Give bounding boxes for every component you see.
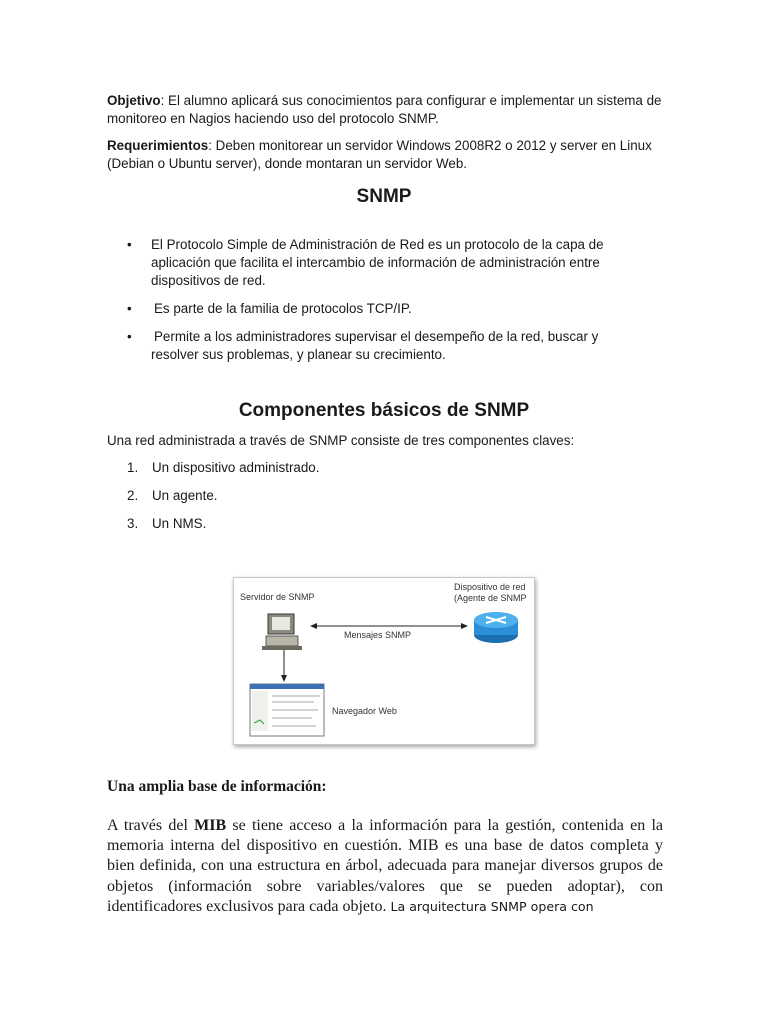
list-text: Un dispositivo administrado. (152, 460, 320, 475)
bullet-text: Permite a los administradores supervisar el desempeño de la red, buscar y resolver sus problemas, y planear su crecimiento. (151, 329, 599, 362)
down-arrow-icon (281, 650, 287, 682)
list-item (107, 300, 627, 318)
components-list (107, 459, 319, 543)
snmp-heading: SNMP (356, 186, 412, 207)
device-label-line1: Dispositivo de red (454, 582, 526, 592)
components-heading: Componentes básicos de SNMP (238, 400, 530, 421)
web-browser-screenshot (250, 684, 324, 736)
snmp-bullet-list (107, 236, 627, 374)
mib-text-after: se tiene acceso a la información para la gestión, contenida en la memoria interna del dispositivo en cuestión. MIB es una base de datos completa y bien definida, con una estructura en árbol, adecuada para manejar diversos grupos de objetos (información sobre variables/valores que se pueden adoptar), con identificadores exclusivos para cada objeto. (107, 817, 664, 915)
device-label-line2: (Agente de SNMP (454, 593, 527, 603)
computer-icon (262, 614, 302, 650)
list-item (107, 459, 319, 487)
diagram-graphics (234, 578, 534, 744)
bullet-text: Es parte de la familia de protocolos TCP/IP. (154, 301, 412, 316)
requerimientos-paragraph (107, 137, 667, 173)
components-intro: Una red administrada a través de SNMP consiste de tres componentes claves: (107, 433, 575, 448)
bullet-marker: • (127, 329, 132, 344)
objetivo-paragraph (107, 92, 667, 128)
list-text: Un NMS. (152, 516, 207, 531)
router-icon (474, 612, 518, 643)
bullet-text: El Protocolo Simple de Administración de Red es un protocolo de la capa de aplicación que facilita el intercambio de información de administración entre dispositivos de red. (151, 237, 604, 288)
bullet-marker: • (127, 301, 132, 316)
list-item (107, 236, 627, 290)
list-number: 3. (127, 516, 139, 531)
list-item (107, 515, 319, 543)
snmp-diagram-figure (233, 577, 535, 745)
double-arrow-icon (310, 623, 468, 629)
mib-tail-text: La arquitectura SNMP opera con (390, 898, 594, 914)
list-number: 2. (127, 488, 139, 503)
mib-paragraph (107, 816, 663, 917)
objetivo-label: Objetivo (107, 93, 161, 108)
list-item (107, 328, 627, 364)
messages-label: Mensajes SNMP (344, 630, 412, 640)
mib-text-before: A través del (107, 817, 195, 834)
mib-section-title: Una amplia base de información: (107, 778, 327, 795)
bullet-marker: • (127, 237, 132, 252)
mib-bold-word: MIB (194, 817, 227, 834)
list-item (107, 487, 319, 515)
objetivo-text: : El alumno aplicará sus conocimientos para configurar e implementar un sistema de monitoreo en Nagios haciendo uso del protocolo SNMP. (107, 93, 662, 126)
requerimientos-label: Requerimientos (107, 138, 209, 153)
requerimientos-text: : Deben monitorear un servidor Windows 2008R2 o 2012 y server en Linux (Debian o Ubuntu server), donde montaran un servidor Web. (107, 138, 652, 171)
browser-label: Navegador Web (332, 706, 397, 716)
list-text: Un agente. (152, 488, 218, 503)
list-number: 1. (127, 460, 139, 475)
server-label: Servidor de SNMP (240, 592, 315, 602)
